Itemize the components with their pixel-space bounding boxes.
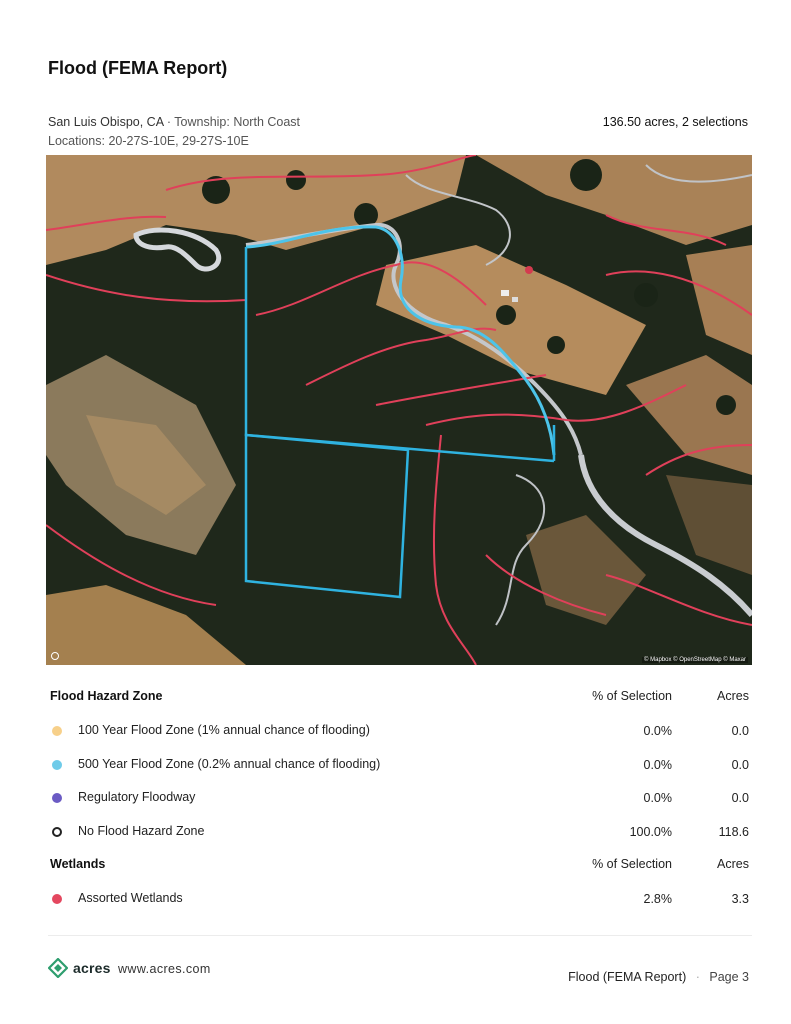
row-acres: 0.0 [731,724,749,738]
row-acres: 118.6 [718,825,749,839]
legend-dot-icon [52,726,62,736]
row-acres: 0.0 [731,791,749,805]
row-label: 500 Year Flood Zone (0.2% annual chance of flooding) [78,757,381,771]
logo-text: acres [73,960,111,976]
flood-row-floodway [48,788,752,808]
legend-dot-icon [52,793,62,803]
row-pct: 0.0% [643,724,672,738]
footer-url-link[interactable]: www.acres.com [118,962,211,976]
row-pct: 100.0% [629,825,672,839]
flood-row-500yr [48,755,752,775]
footer-separator: · [695,970,700,984]
meta-separator: · [166,115,172,129]
satellite-map[interactable] [46,155,752,665]
location-text: San Luis Obispo, CA [48,115,164,129]
row-label: Assorted Wetlands [78,891,183,905]
legend-ring-icon [52,827,62,837]
flood-row-none [48,822,752,842]
row-label: Regulatory Floodway [78,790,196,804]
row-pct: 0.0% [643,758,672,772]
wetlands-header-label: Wetlands [50,857,106,871]
wetlands-header-acres: Acres [717,857,749,871]
map-attribution[interactable]: © Mapbox © OpenStreetMap © Maxar [644,657,746,663]
flood-header-pct: % of Selection [592,689,672,703]
page-number: Page 3 [709,970,749,984]
row-label: No Flood Hazard Zone [78,824,205,838]
wetlands-row-assorted [48,889,752,909]
acreage-summary: 136.50 acres, 2 selections [602,115,748,129]
footer-page-info [568,970,749,984]
flood-header-label: Flood Hazard Zone [50,689,163,703]
locations-text: Locations: 20-27S-10E, 29-27S-10E [48,134,249,148]
flood-header-acres: Acres [717,689,749,703]
row-label: 100 Year Flood Zone (1% annual chance of flooding) [78,723,370,737]
acres-logo-icon [48,958,68,978]
acres-logo[interactable] [48,958,111,978]
row-acres: 3.3 [731,892,749,906]
flood-row-100yr [48,721,752,741]
report-meta [48,113,300,151]
row-pct: 0.0% [643,791,672,805]
footer-report-name: Flood (FEMA Report) [568,970,687,984]
legend-dot-icon [52,894,62,904]
row-acres: 0.0 [731,758,749,772]
wetlands-header-pct: % of Selection [592,857,672,871]
report-title: Flood (FEMA Report) [48,58,228,78]
legend-dot-icon [52,760,62,770]
flood-table-header [48,687,752,707]
compass-icon[interactable] [51,652,59,660]
wetlands-table-header [48,855,752,875]
footer-divider [48,935,752,936]
row-pct: 2.8% [643,892,672,906]
township-text: Township: North Coast [174,115,301,129]
map-imagery [46,155,752,665]
